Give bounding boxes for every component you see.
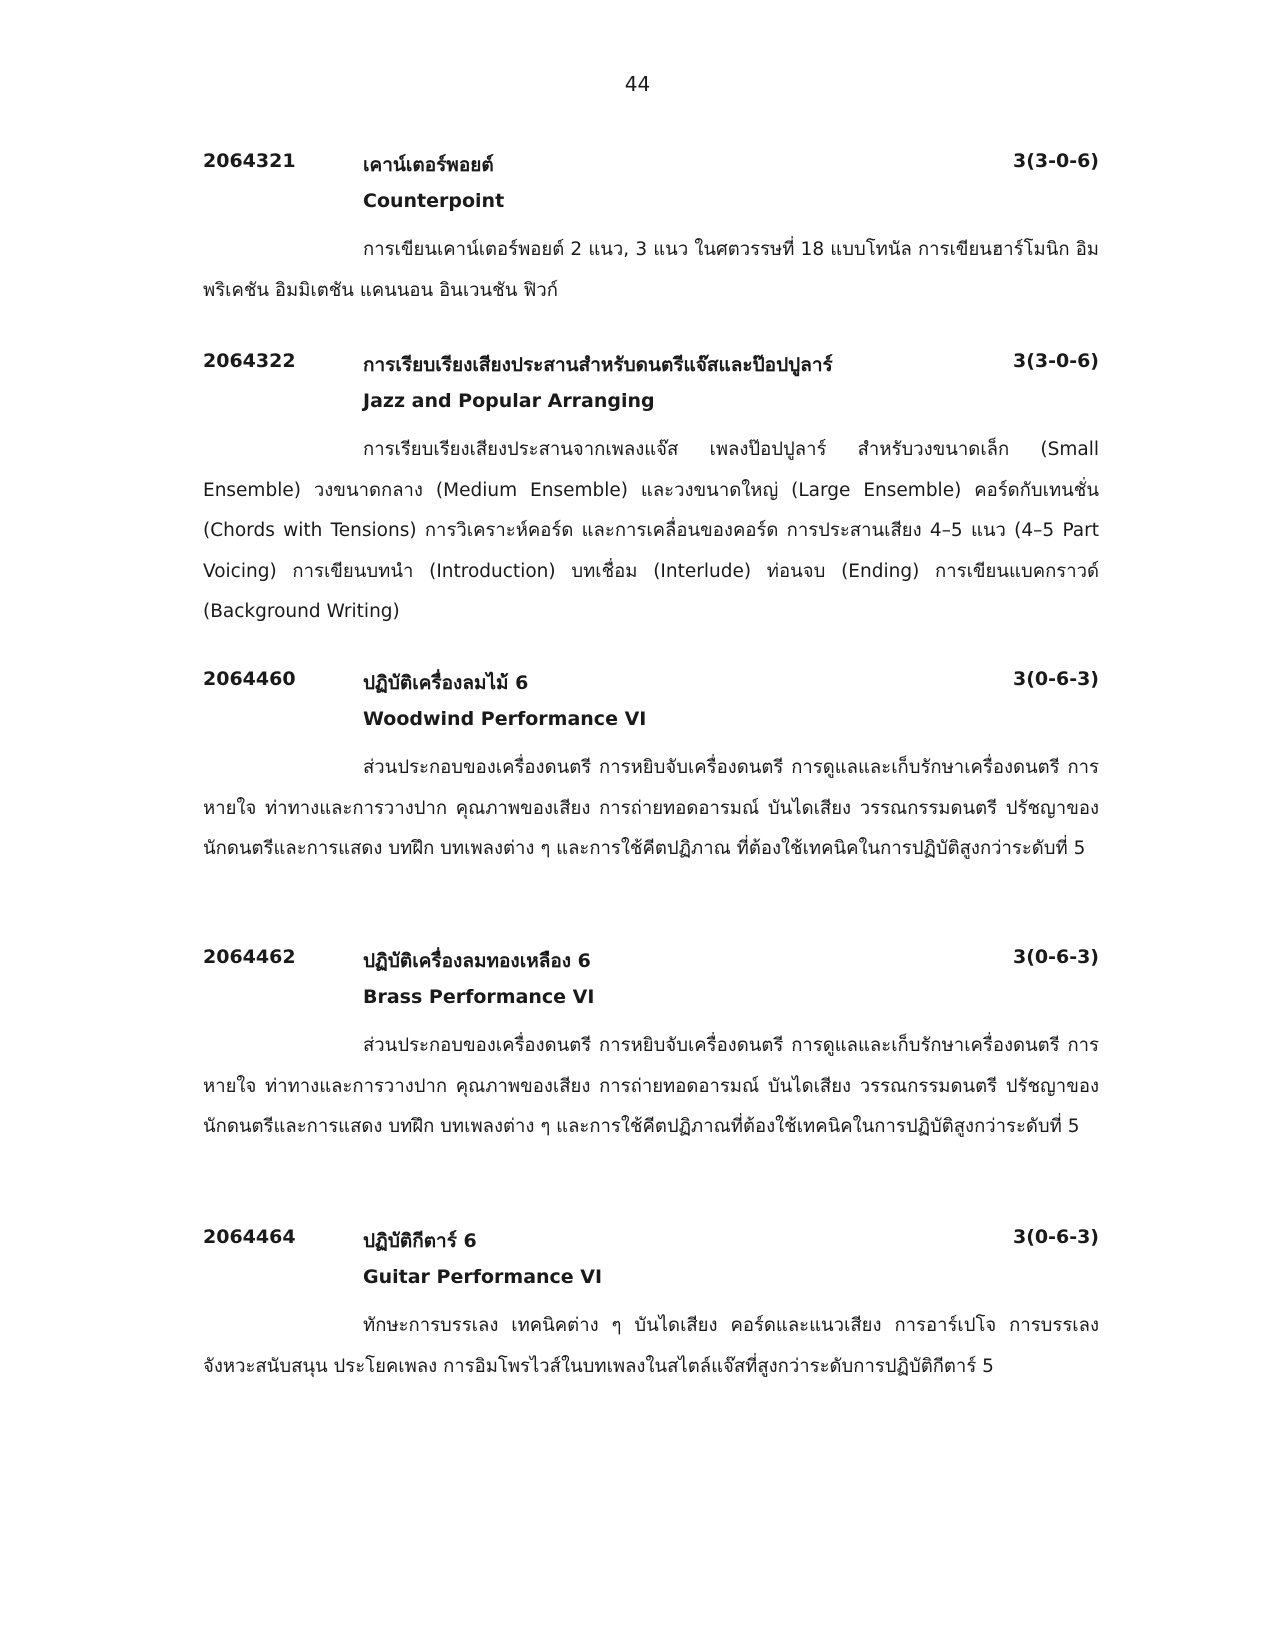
course-title-english: Counterpoint: [363, 190, 505, 212]
course-code: 2064464: [203, 1226, 296, 1248]
course-header: [203, 150, 1099, 190]
course-entry-2064460: [203, 668, 1099, 870]
course-title-thai: เคาน์เตอร์พอยต์: [363, 154, 494, 176]
course-credits: 3(0-6-3): [1012, 668, 1099, 690]
course-code: 2064460: [203, 668, 296, 690]
course-code: 2064322: [203, 350, 296, 372]
course-code: 2064462: [203, 946, 296, 968]
course-description: ส่วนประกอบของเครื่องดนตรี การหยิบจับเครื่องดนตรี การดูแลและเก็บรักษาเครื่องดนตรี การหายใจ ท่าทางและการวางปาก คุณภาพของเสียง การถ่ายทอดอารมณ์ บันไดเสียง วรรณกรรมดนตรี ปรัชญาของนักดนตรีและการแสดง บทฝึก บทเพลงต่าง ๆ และการใช้คีตปฏิภาณที่ต้องใช้เทคนิคในการปฏิบัติสูงกว่าระดับที่ 5: [203, 1035, 1099, 1137]
course-entry-2064462: [203, 946, 1099, 1148]
course-code: 2064321: [203, 150, 296, 172]
course-title-english: Guitar Performance VI: [363, 1266, 603, 1288]
course-entry-2064322: [203, 350, 1099, 633]
course-credits: 3(3-0-6): [1012, 150, 1099, 172]
course-title-thai: การเรียบเรียงเสียงประสานสำหรับดนตรีแจ๊สและป๊อปปูลาร์: [363, 354, 833, 376]
course-title-english: Woodwind Performance VI: [363, 708, 647, 730]
course-title-english: Brass Performance VI: [363, 986, 595, 1008]
course-header: [203, 350, 1099, 390]
course-title-english: Jazz and Popular Arranging: [363, 390, 655, 412]
course-entry-2064464: [203, 1226, 1099, 1387]
course-credits: 3(3-0-6): [1012, 350, 1099, 372]
course-description: ทักษะการบรรเลง เทคนิคต่าง ๆ บันไดเสียง คอร์ดและแนวเสียง การอาร์เปโจ การบรรเลงจังหวะสนับสนุน ประโยคเพลง การอิมโพรไวส์ในบทเพลงในสไตล์แจ๊สที่สูงกว่าระดับการปฏิบัติกีตาร์ 5: [203, 1315, 1099, 1377]
course-description: ส่วนประกอบของเครื่องดนตรี การหยิบจับเครื่องดนตรี การดูแลและเก็บรักษาเครื่องดนตรี การหายใจ ท่าทางและการวางปาก คุณภาพของเสียง การถ่ายทอดอารมณ์ บันไดเสียง วรรณกรรมดนตรี ปรัชญาของนักดนตรีและการแสดง บทฝึก บทเพลงต่าง ๆ และการใช้คีตปฏิภาณ ที่ต้องใช้เทคนิคในการปฏิบัติสูงกว่าระดับที่ 5: [203, 757, 1099, 859]
course-title-thai: ปฏิบัติเครื่องลมไม้ 6: [363, 672, 529, 694]
course-header: [203, 1226, 1099, 1266]
course-description: การเรียบเรียงเสียงประสานจากเพลงแจ๊ส เพลงป๊อปปูลาร์ สำหรับวงขนาดเล็ก (Small Ensemble) วงขนาดกลาง (Medium Ensemble) และวงขนาดใหญ่ (Large Ensemble) คอร์ดกับเทนชั่น (Chords with Tensions) การวิเคราะห์คอร์ด และการเคลื่อนของคอร์ด การประสานเสียง 4–5 แนว (4–5 Part Voicing) การเขียนบทนำ (Introduction) บทเชื่อม (Interlude) ท่อนจบ (Ending) การเขียนแบคกราวด์ (Background Writing): [203, 439, 1099, 622]
course-credits: 3(0-6-3): [1012, 946, 1099, 968]
page-number: 44: [624, 72, 651, 96]
course-header: [203, 668, 1099, 708]
course-credits: 3(0-6-3): [1012, 1226, 1099, 1248]
course-header: [203, 946, 1099, 986]
course-description: การเขียนเคาน์เตอร์พอยต์ 2 แนว, 3 แนว ในศตวรรษที่ 18 แบบโทนัล การเขียนฮาร์โมนิก อิมพริเคชัน อิมมิเตชัน แคนนอน อินเวนชัน ฟิวก์: [203, 239, 1099, 301]
course-title-thai: ปฏิบัติเครื่องลมทองเหลือง 6: [363, 950, 591, 972]
course-entry-2064321: [203, 150, 1099, 311]
course-title-thai: ปฏิบัติกีตาร์ 6: [363, 1230, 477, 1252]
